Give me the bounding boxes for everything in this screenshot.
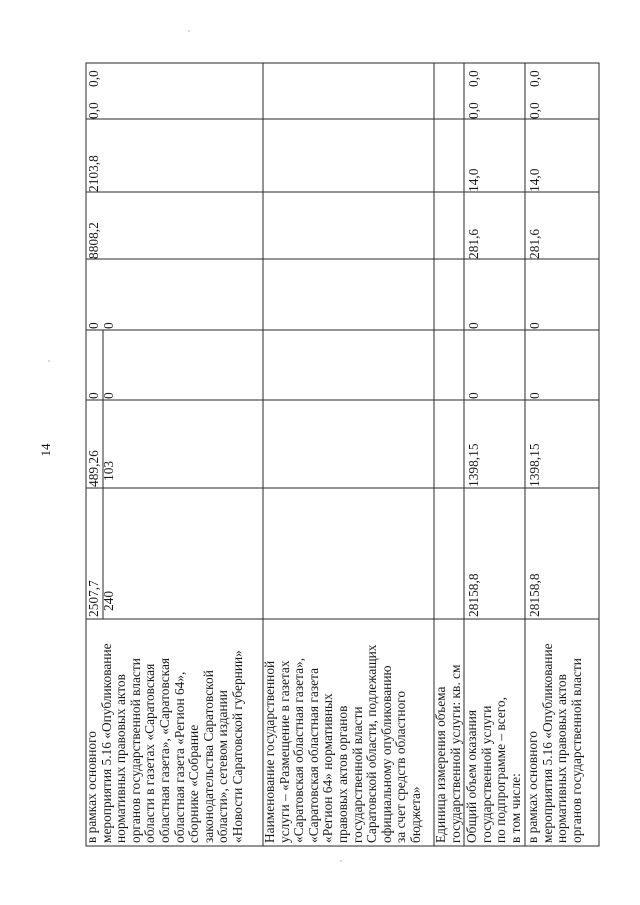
- row4-value-4: 0: [466, 322, 481, 329]
- label-line: в рамках основного: [84, 731, 99, 843]
- label-line: областная газета», «Саратовская: [156, 657, 172, 843]
- label-line: областная газета «Регион 64»,: [171, 671, 187, 843]
- label-line: органов государственной власти: [568, 658, 584, 843]
- row1-value-2: 489,26: [86, 450, 101, 487]
- label-line: нормативных правовых актов: [554, 674, 570, 843]
- row4-value-3: 0: [466, 392, 481, 399]
- row5-value-2: 1398,15: [527, 443, 542, 487]
- row4-value-5: 281,6: [466, 228, 481, 259]
- row1-value-4: 0: [86, 322, 101, 329]
- label-line: Единица измерения объема: [433, 686, 448, 843]
- label-line: области», сетевом издании: [215, 690, 231, 843]
- label-line: законодательства Саратовской: [200, 670, 216, 843]
- label-line: нормативных правовых актов: [113, 674, 129, 843]
- row1-subvalue-4: 0: [101, 322, 116, 329]
- label-line: «Саратовская областная газета»,: [291, 657, 307, 843]
- row4-value-8: 0,0: [466, 70, 481, 87]
- row1-subvalue-3: 0: [101, 392, 116, 399]
- row5-value-1: 28158,8: [527, 573, 542, 617]
- label-line: Общий объем оказания: [464, 709, 479, 843]
- label-line: в рамках основного: [525, 731, 540, 843]
- label-line: «Новости Саратовской губернии»: [229, 650, 245, 843]
- label-line: сборнике «Собрание: [186, 724, 202, 843]
- row1-value-6: 2103,8: [86, 155, 101, 192]
- label-line: Наименование государственной: [262, 660, 277, 843]
- label-line: «Саратовская областная газета: [305, 667, 321, 843]
- row3-label: [434, 665, 463, 843]
- label-line: мероприятия 5.16 «Опубликование: [539, 643, 555, 843]
- row2-label: [263, 645, 424, 844]
- row1-value-5: 8808,2: [86, 222, 101, 259]
- row1-subvalue-2: 103: [101, 460, 116, 481]
- row4-value-6: 14,0: [466, 168, 481, 192]
- row5-value-7: 0,0: [527, 102, 542, 119]
- row5-value-3: 0: [527, 392, 542, 399]
- row5-value-6: 14,0: [527, 168, 542, 192]
- row4-value-2: 1398,15: [466, 443, 481, 487]
- scan-speck: [48, 360, 50, 362]
- row1-value-3: 0: [86, 392, 101, 399]
- row1-subvalue-1: 240: [101, 590, 116, 611]
- label-line: в том числе:: [507, 773, 523, 843]
- row4-label: [465, 697, 523, 843]
- label-line: государственной услуги: кв. см: [447, 664, 463, 843]
- row4-value-7: 0,0: [466, 102, 481, 119]
- label-line: мероприятия 5.16 «Опубликование: [98, 643, 114, 843]
- label-line: правовых актов органов: [334, 705, 350, 843]
- label-line: по подпрограмме – всего,: [493, 697, 509, 843]
- label-line: «Регион 64» нормативных: [320, 693, 336, 843]
- page-number: 14: [38, 443, 53, 457]
- label-line: государственной услуги: [478, 705, 494, 843]
- row1-label: [85, 643, 246, 843]
- row1-value-1: 2507,7: [86, 580, 101, 617]
- label-line: государственной власти: [349, 706, 365, 843]
- label-line: официальному опубликованию: [378, 665, 394, 843]
- label-line: области в газетах «Саратовская: [142, 663, 158, 843]
- label-line: бюджета»: [407, 786, 423, 843]
- row1-value-7: 0,0: [86, 102, 101, 119]
- row5-value-8: 0,0: [527, 70, 542, 87]
- label-line: услуги – «Размещение в газетах: [276, 660, 292, 843]
- row5-label: [526, 643, 584, 843]
- scan-speck: [340, 860, 342, 862]
- row1-value-8: 0,0: [86, 70, 101, 87]
- row5-value-5: 281,6: [527, 228, 542, 259]
- scan-speck: [188, 30, 190, 32]
- row4-value-1: 28158,8: [466, 573, 481, 617]
- table-text-layer: [85, 62, 600, 847]
- label-line: органов государственной власти: [127, 658, 143, 843]
- rotated-table: [85, 62, 600, 847]
- row5-value-4: 0: [527, 322, 542, 329]
- label-line: Саратовской области, подлежащих: [364, 644, 380, 843]
- label-line: за счет средств областного: [393, 690, 409, 843]
